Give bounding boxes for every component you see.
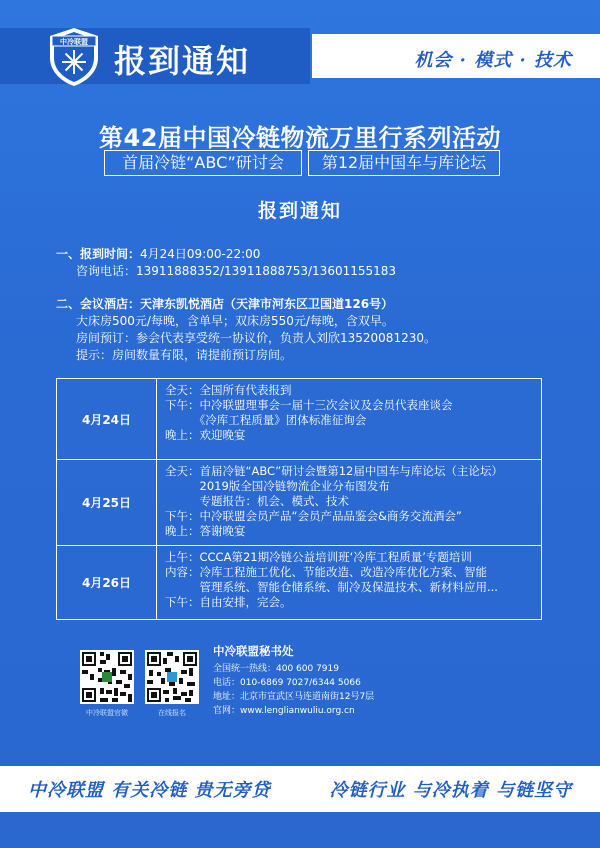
signup-qr-caption: 在线报名 [158,709,186,717]
footer-banner [0,766,600,812]
schedule-line: 晚上：欢迎晚宴 [165,428,246,442]
schedule-date: 4月26日 [57,546,157,619]
schedule-line: 管理系统、智能仓储系统、制冷及保温技术、新材料应用... [165,580,498,594]
notice-heading: 报到通知 [257,200,342,222]
schedule-line: 2019版全国冷链物流企业分布图发布 [165,479,390,493]
hotel-label: 二、会议酒店： [56,297,141,311]
event-subtitle-abc: 首届冷链“ABC”研讨会 [104,150,302,176]
schedule-line: 专题报告：机会、模式、技术 [165,494,349,508]
schedule-table [56,378,542,620]
schedule-lines [165,383,535,443]
schedule-line: 《冷库工程质量》团体标准征询会 [165,413,367,427]
table-row [57,545,541,619]
header-slogan: 机会 · 模式 · 技术 [414,50,572,71]
header-slogan-band [312,34,600,78]
schedule-line: 下午：中冷联盟理事会一届十三次会议及会员代表座谈会 [165,398,453,412]
schedule-line: 全天：首届冷链“ABC”研讨会暨第12届中国车与库论坛（主论坛） [165,464,503,478]
schedule-line: 全天：全国所有代表报到 [165,383,292,397]
schedule-line: 下午：中冷联盟会员产品“会员产品品鉴会&商务交流酒会” [165,509,462,523]
logo-text: 中冷联盟 [60,38,88,46]
footer-slogan-left: 中冷联盟 有关冷链 贵无旁贷 [28,780,271,801]
hotel-booking: 房间预订：参会代表享受统一协议价，负责人刘欣13520081230。 [76,331,436,345]
hotel-name: 天津东凯悦酒店（天津市河东区卫国道126号） [140,297,394,311]
contact-website[interactable]: 官网：www.lenglianwuliu.org.cn [213,706,355,716]
schedule-line: 上午：CCCA第21期冷链公益培训班‘冷库工程质量’专题培训 [165,550,472,564]
section-checkin [56,246,396,280]
hotel-price: 大床房500元/每晚，含单早；双床房550元/每晚，含双早。 [76,314,394,328]
signup-qr-code-icon[interactable] [145,650,199,704]
contact-block [213,644,374,718]
table-row [57,459,541,545]
table-row [57,379,541,459]
contact-org: 中冷联盟秘书处 [213,644,294,658]
checkin-label: 一、报到时间： [56,247,141,261]
schedule-line: 下午：自由安排，完会。 [165,595,292,609]
event-subtitle-forum: 第12届中国车与库论坛 [308,150,500,176]
footer-slogan-right: 冷链行业 与冷执着 与链坚守 [329,780,572,801]
event-title: 第42届中国冷链物流万里行系列活动 [99,124,501,152]
schedule-lines [165,464,535,539]
checkin-time: 4月24日09:00-22:00 [140,247,261,261]
consult-phone: 咨询电话：13911888352/13911888753/13601155183 [76,264,397,278]
wechat-qr-caption: 中冷联盟官微 [86,709,128,717]
contact-hotline: 全国统一热线：400 600 7919 [213,664,339,674]
schedule-line: 内容：冷库工程施工优化、节能改造、改造冷库优化方案、智能 [165,565,487,579]
contact-address: 地址：北京市宣武区马连道南街12号7层 [213,692,375,702]
header-title: 报到通知 [114,42,251,80]
header-bar [0,28,600,84]
section-hotel [56,296,436,364]
contact-tel: 电话：010-6869 7027/6344 5066 [213,678,361,688]
schedule-date: 4月25日 [57,460,157,545]
schedule-date: 4月24日 [57,379,157,459]
wechat-qr-code-icon[interactable] [80,650,134,704]
alliance-logo-icon [46,26,102,88]
schedule-line: 晚上：答谢晚宴 [165,524,246,538]
schedule-lines [165,550,535,610]
hotel-tip: 提示：房间数量有限，请提前预订房间。 [76,348,293,362]
